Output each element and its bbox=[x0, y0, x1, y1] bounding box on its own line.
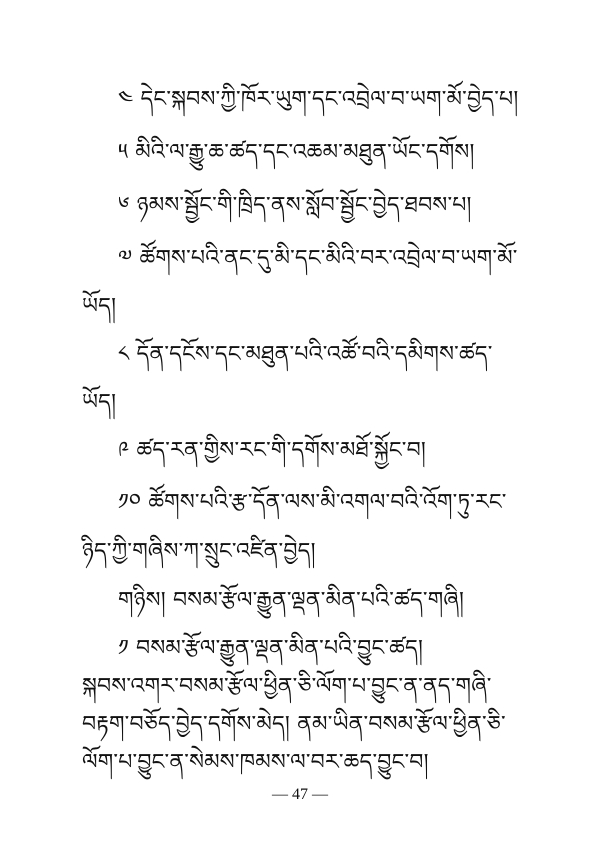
text-line-13: སྐབས་འགར་བསམ་རྩོལ་ཕྱིན་ཅི་ལོག་པ་བྱུང་ན་ནད་གཞི་ bbox=[82, 674, 492, 699]
text-line-7: ཡོད། bbox=[82, 390, 117, 415]
text-line-8: ༩ ཚད་རན་གྱིས་རང་གི་དགོས་མཐོ་སྐྱོང་བ། bbox=[118, 438, 427, 463]
text-line-6: ༨ དོན་དངོས་དང་མཐུན་པའི་འཚོ་བའི་དམིགས་ཚད་ bbox=[118, 342, 493, 367]
text-line-11: གཉིས། བསམ་རྩོལ་རྒྱུན་ལྡན་མིན་པའི་ཚད་གཞི། bbox=[118, 588, 465, 613]
text-line-9: ༡༠ ཚོགས་པའི་རྩ་དོན་ལས་མི་འགལ་བའི་འོག་ཏུ་རང་ bbox=[118, 490, 507, 515]
text-line-15: ལོག་པ་བྱུང་ན་སེམས་ཁམས་ལ་བར་ཆད་བྱུང་བ། bbox=[82, 750, 429, 775]
text-line-2: ༥ མིའི་ལ་རྒྱུ་ཆ་ཚད་དང་འཆམ་མཐུན་ཡོང་དགོས། bbox=[118, 140, 475, 165]
text-line-10: ཉིད་ཀྱི་གཞིས་ཀ་སྲུང་འཛིན་བྱེད། bbox=[82, 539, 316, 564]
text-line-12: ༡ བསམ་རྩོལ་རྒྱུན་ལྡན་མིན་པའི་བྱུང་ཚད། bbox=[118, 636, 424, 661]
text-line-14: བརྟག་བཅོད་བྱེད་དགོས་མེད། ནམ་ཡིན་བསམ་རྩོལ་ཕྱིན་ཅི་ bbox=[82, 712, 506, 737]
text-line-1: ༤ དེང་སྐབས་ཀྱི་ཁོར་ཡུག་དང་འབྲེལ་བ་ཡག་མོ་བྱེད་པ། bbox=[118, 87, 519, 112]
text-line-5: ཡོད། bbox=[82, 294, 117, 319]
page-number: — 47 — bbox=[272, 786, 328, 803]
text-line-3: ༦ ཉམས་སྦྱོང་གི་ཁྲིད་ནས་སློབ་སྦྱོང་བྱེད་ཐབས་པ། bbox=[118, 193, 472, 218]
text-line-4: ༧ ཚོགས་པའི་ནང་དུ་མི་དང་མིའི་བར་འབྲེལ་བ་ཡག་མོ་ bbox=[118, 246, 518, 271]
